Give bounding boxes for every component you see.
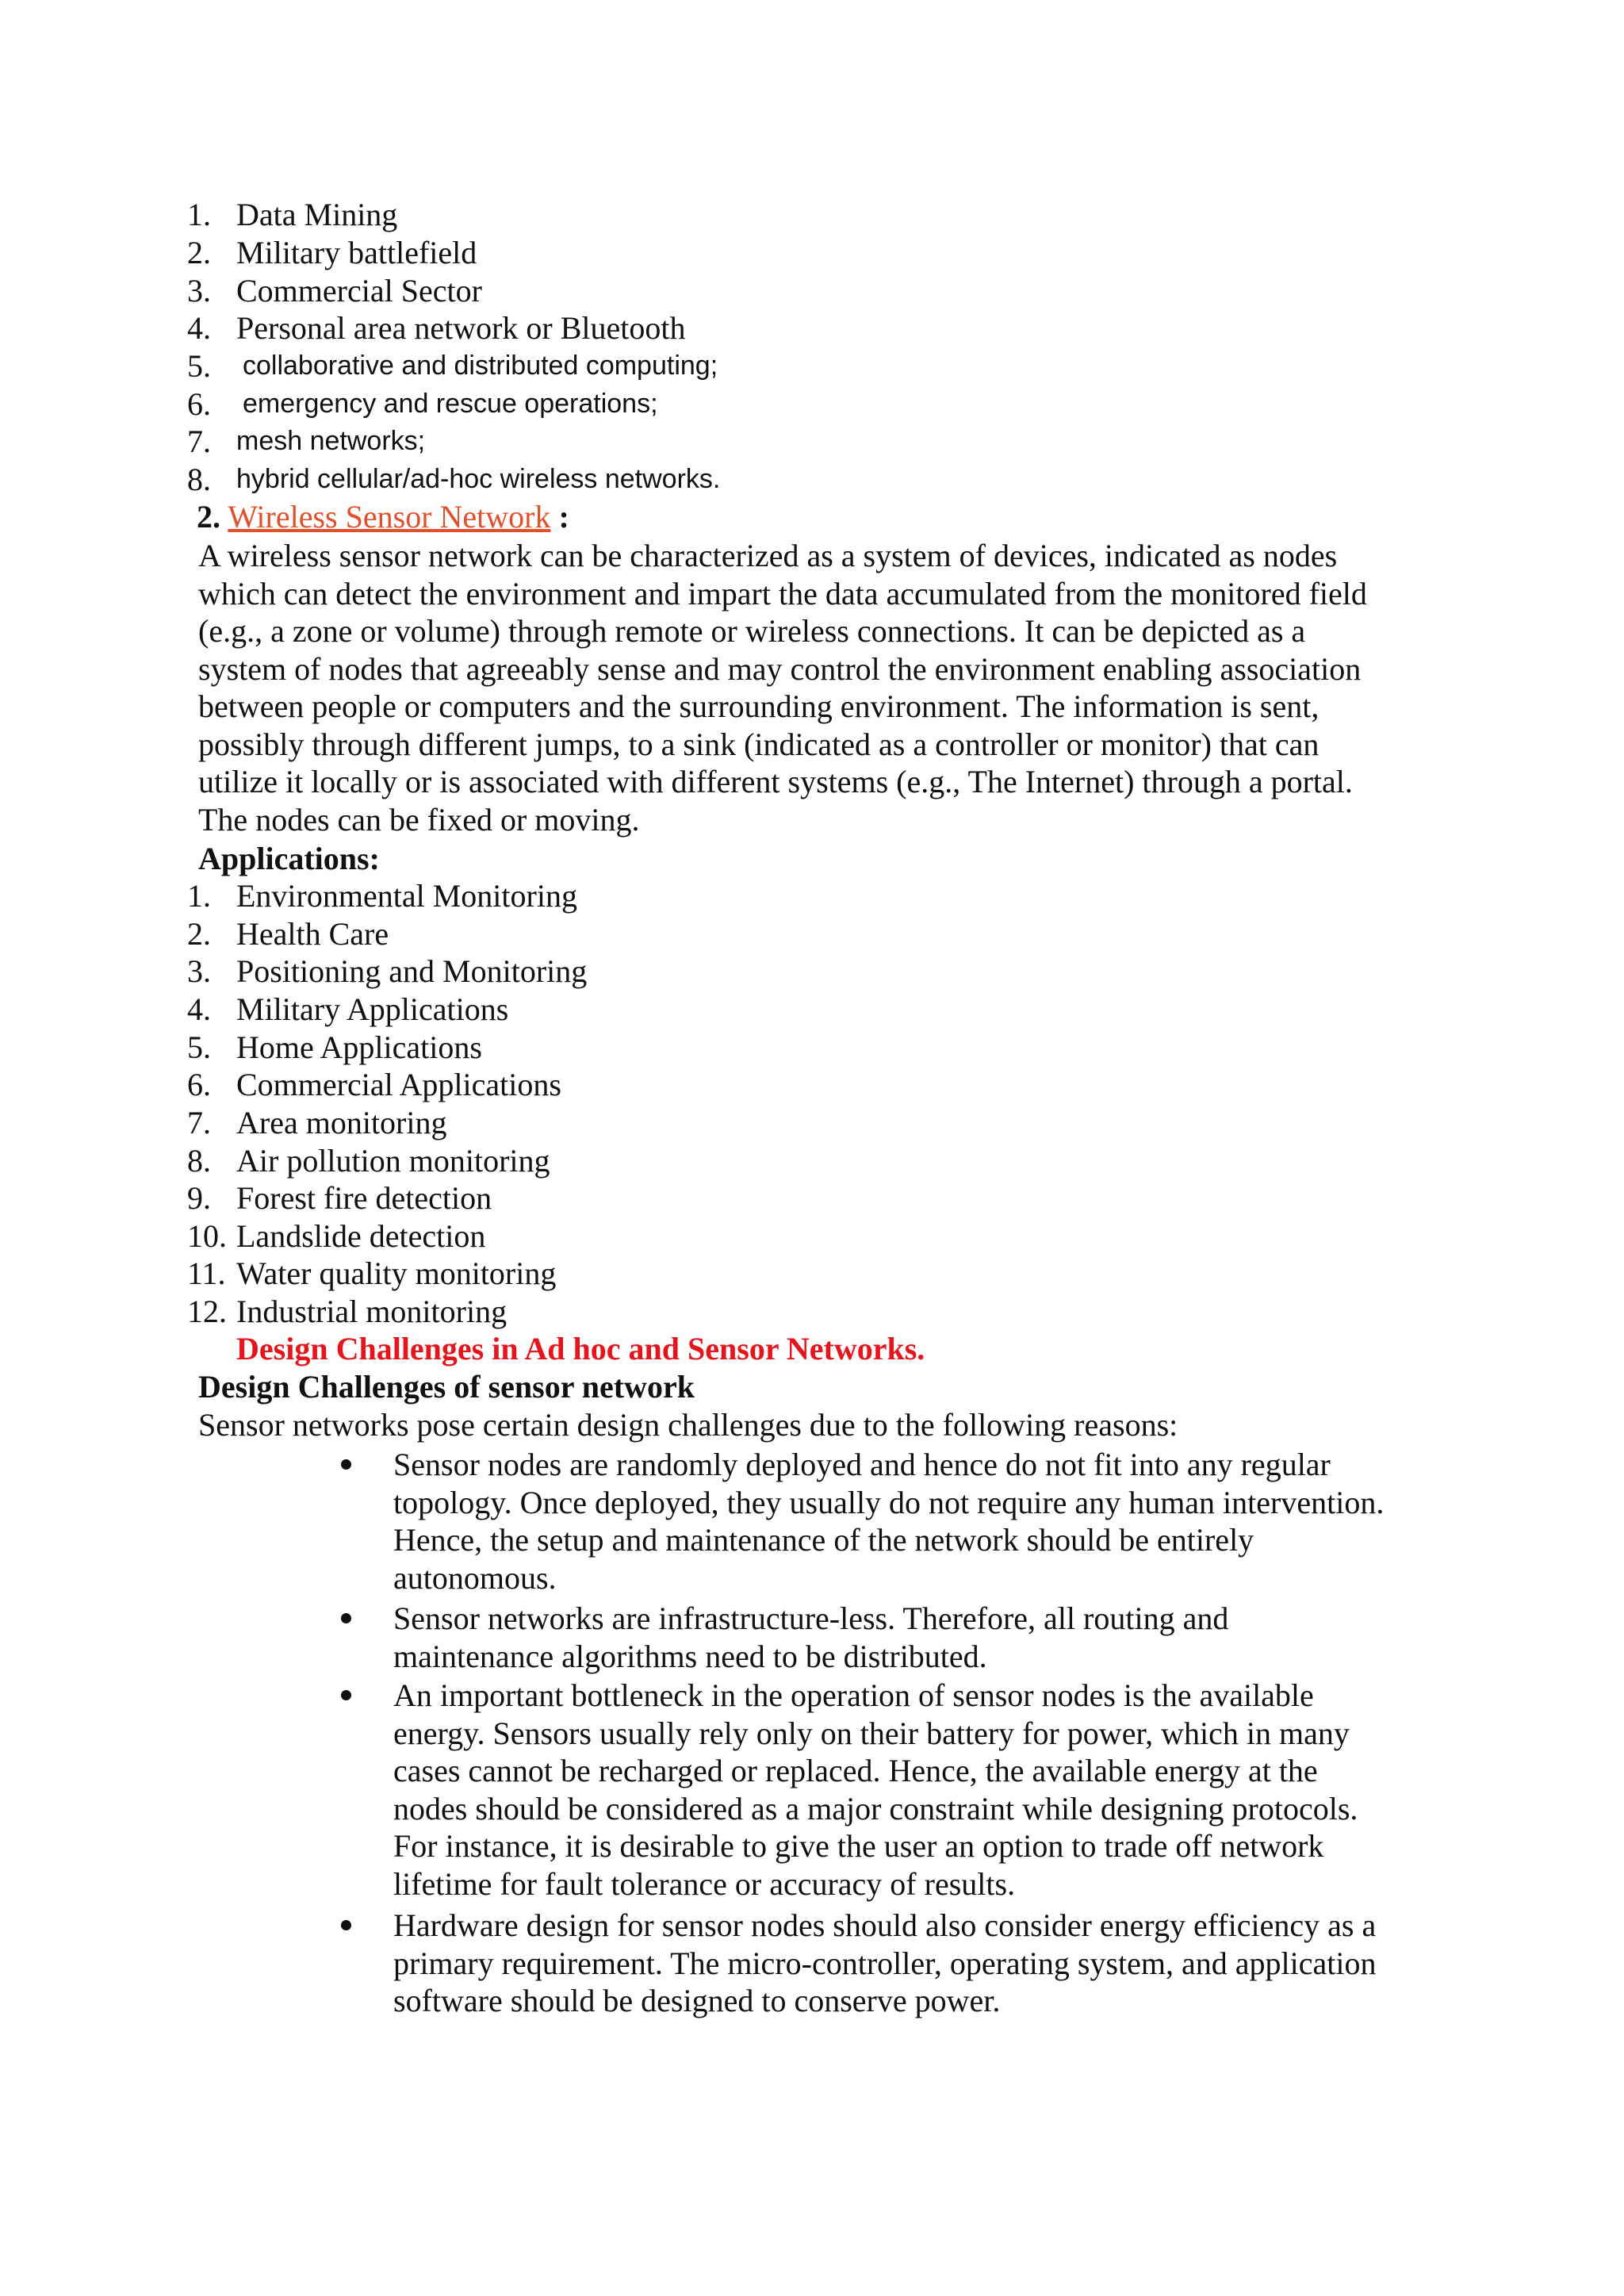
bullet-line: software should be designed to conserve power. xyxy=(393,1983,1001,2018)
section-number: 2. xyxy=(197,499,220,535)
bullet-item xyxy=(393,1907,1376,2020)
list-number: 3. xyxy=(187,273,211,309)
bullet-line: lifetime for fault tolerance or accuracy of results. xyxy=(393,1865,1016,1902)
list-number: 5. xyxy=(187,348,211,384)
list-text: mesh networks; xyxy=(236,426,426,456)
bullet-line: autonomous. xyxy=(393,1559,557,1596)
list-number: 7. xyxy=(187,1105,211,1140)
bullet-line: primary requirement. The micro-controller, operating system, and application xyxy=(393,1945,1377,1981)
bullet-line: Sensor nodes are randomly deployed and hence do not fit into any regular xyxy=(393,1447,1331,1482)
applications-heading: Applications: xyxy=(198,841,380,876)
list-number: 11. xyxy=(187,1255,226,1291)
paragraph-line: The nodes can be fixed or moving. xyxy=(198,801,640,838)
list-text: Personal area network or Bluetooth xyxy=(236,310,686,346)
bullet-item xyxy=(393,1600,1228,1675)
list-text: emergency and rescue operations; xyxy=(243,389,658,419)
bullet-line: maintenance algorithms need to be distributed. xyxy=(393,1638,987,1674)
list-number: 10. xyxy=(187,1218,227,1254)
wsn-paragraph xyxy=(198,537,1367,838)
list-number: 3. xyxy=(187,953,211,989)
bullet-line: Sensor networks are infrastructure-less. Therefore, all routing and xyxy=(393,1600,1229,1636)
list-text: Environmental Monitoring xyxy=(236,878,577,914)
heading-colon: : xyxy=(558,499,569,535)
bullet-line: Hence, the setup and maintenance of the network should be entirely xyxy=(393,1522,1254,1558)
bullet-line: nodes should be considered as a major constraint while designing protocols. xyxy=(393,1790,1358,1826)
paragraph-line: utilize it locally or is associated with different systems (e.g., The Internet) through a portal. xyxy=(198,764,1353,799)
list-text: Commercial Sector xyxy=(236,273,482,309)
challenges-intro: Sensor networks pose certain design challenges due to the following reasons: xyxy=(198,1407,1178,1443)
design-challenges-subheading: Design Challenges of sensor network xyxy=(198,1369,695,1405)
list-text: Home Applications xyxy=(236,1029,482,1065)
list-number: 12. xyxy=(187,1294,227,1329)
paragraph-line: system of nodes that agreeably sense and may control the environment enabling association xyxy=(198,650,1362,687)
paragraph-line: A wireless sensor network can be characterized as a system of devices, indicated as nodes xyxy=(198,538,1338,573)
list-text: Forest fire detection xyxy=(236,1180,492,1216)
bullet-item xyxy=(393,1677,1358,1903)
list-text: Water quality monitoring xyxy=(236,1255,557,1291)
list-text: Commercial Applications xyxy=(236,1067,561,1102)
paragraph-line: between people or computers and the surrounding environment. The information is sent, xyxy=(198,688,1320,724)
list-number: 8. xyxy=(187,1143,211,1179)
bullet-icon xyxy=(341,1613,365,1637)
list-number: 4. xyxy=(187,310,211,346)
list-number: 7. xyxy=(187,424,211,459)
list-text: Air pollution monitoring xyxy=(236,1143,550,1179)
list-text: Military battlefield xyxy=(236,235,477,270)
list-text: Data Mining xyxy=(236,197,398,232)
list-number: 6. xyxy=(187,1067,211,1102)
bullet-line: topology. Once deployed, they usually do not require any human intervention. xyxy=(393,1484,1385,1520)
list-number: 6. xyxy=(187,386,211,422)
list-text: Positioning and Monitoring xyxy=(236,953,588,989)
bullet-item xyxy=(393,1446,1384,1596)
paragraph-line: (e.g., a zone or volume) through remote or wireless connections. It can be depicted as a xyxy=(198,613,1306,649)
bullet-icon xyxy=(341,1690,365,1714)
list-number: 9. xyxy=(187,1180,211,1216)
section-heading xyxy=(197,498,569,535)
list-number: 8. xyxy=(187,462,211,497)
bullet-line: An important bottleneck in the operation of sensor nodes is the available xyxy=(393,1677,1314,1713)
list-text: hybrid cellular/ad-hoc wireless networks. xyxy=(236,464,721,494)
bullet-line: cases cannot be recharged or replaced. Hence, the available energy at the xyxy=(393,1753,1318,1788)
list-text: Industrial monitoring xyxy=(236,1294,508,1329)
list-number: 5. xyxy=(187,1029,211,1065)
bullet-line: For instance, it is desirable to give the user an option to trade off network xyxy=(393,1828,1324,1864)
wireless-sensor-network-link[interactable]: Wireless Sensor Network xyxy=(228,499,551,535)
list-number: 2. xyxy=(187,916,211,952)
list-number: 1. xyxy=(187,197,211,232)
bullet-icon xyxy=(341,1920,365,1944)
list-text: Landslide detection xyxy=(236,1218,486,1254)
list-number: 2. xyxy=(187,235,211,270)
list-number: 4. xyxy=(187,991,211,1027)
list-number: 1. xyxy=(187,878,211,914)
bullet-line: Hardware design for sensor nodes should also consider energy efficiency as a xyxy=(393,1907,1377,1943)
design-challenges-title: Design Challenges in Ad hoc and Sensor Networks. xyxy=(236,1331,925,1366)
list-text: collaborative and distributed computing; xyxy=(243,351,718,381)
paragraph-line: possibly through different jumps, to a sink (indicated as a controller or monitor) that can xyxy=(198,726,1320,762)
list-text: Military Applications xyxy=(236,991,509,1027)
list-text: Area monitoring xyxy=(236,1105,447,1140)
bullet-line: energy. Sensors usually rely only on their battery for power, which in many xyxy=(393,1715,1350,1751)
list-text: Health Care xyxy=(236,916,389,952)
bullet-icon xyxy=(341,1459,365,1483)
paragraph-line: which can detect the environment and impart the data accumulated from the monitored field xyxy=(198,575,1367,611)
